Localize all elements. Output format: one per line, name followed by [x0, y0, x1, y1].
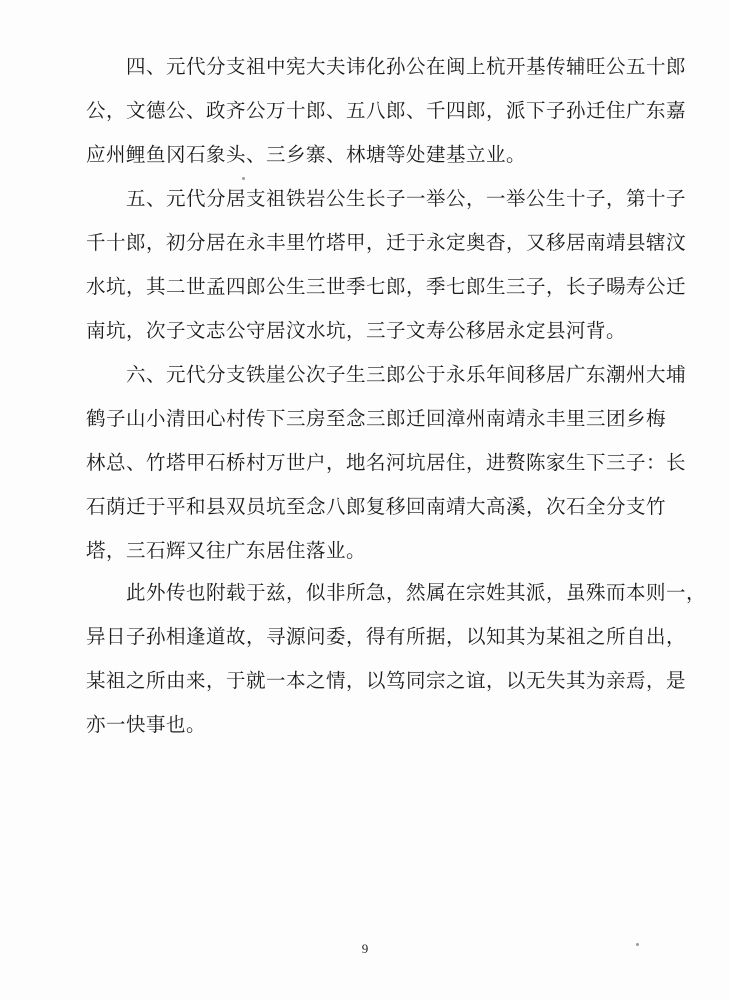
scan-speck [636, 943, 639, 946]
paragraph-6 [86, 353, 687, 573]
paragraph-line: 五、元代分居支祖铁岩公生长子一举公，一举公生十子，第十子 [126, 187, 687, 210]
paragraph-line: 鹤子山小清田心村传下三房至念三郎迁回漳州南靖永丰里三团乡梅 [86, 407, 667, 430]
paragraph-line: 水坑，其二世孟四郎公生三世季七郎，季七郎生三子，长子暘寿公迁 [86, 275, 687, 298]
paragraph-line: 四、元代分支祖中宪大夫讳化孙公在闽上杭开基传辅旺公五十郎 [126, 55, 687, 78]
paragraph-line: 应州鲤鱼冈石象头、三乡寨、林塘等处建基立业。 [86, 143, 527, 166]
paragraph-line: 亦一快事也。 [86, 713, 207, 736]
scan-speck [242, 177, 245, 180]
paragraph-line: 公，文德公、政齐公万十郎、五八郎、千四郎，派下子孙迁住广东嘉 [86, 99, 687, 122]
page-number: 9 [361, 941, 369, 956]
paragraph-line: 六、元代分支铁崖公次子生三郎公于永乐年间移居广东潮州大埔 [126, 363, 687, 386]
paragraph-line: 某祖之所由来，于就一本之情，以笃同宗之谊，以无失其为亲焉，是 [86, 669, 687, 692]
paragraph-line: 林总、竹塔甲石桥村万世户，地名河坑居住，进赘陈家生下三子：长 [86, 451, 687, 474]
paragraph-5 [86, 177, 687, 353]
paragraph-line: 塔，三石辉又往广东居住落业。 [86, 539, 367, 562]
paragraph-line: 异日子孙相逢道故，寻源问委，得有所据，以知其为某祖之所自出， [86, 625, 687, 648]
paragraph-7 [86, 571, 707, 747]
paragraph-line: 此外传也附载于兹，似非所急，然属在宗姓其派，虽殊而本则一， [126, 581, 707, 604]
paragraph-line: 石荫迁于平和县双员坑至念八郎复移回南靖大高溪，次石全分支竹 [86, 495, 667, 518]
paragraph-4 [86, 45, 687, 177]
paragraph-line: 千十郎，初分居在永丰里竹塔甲，迁于永定奥杳，又移居南靖县辖汶 [86, 231, 687, 254]
paragraph-line: 南坑，次子文志公守居汶水坑，三子文寿公移居永定县河背。 [86, 319, 627, 342]
